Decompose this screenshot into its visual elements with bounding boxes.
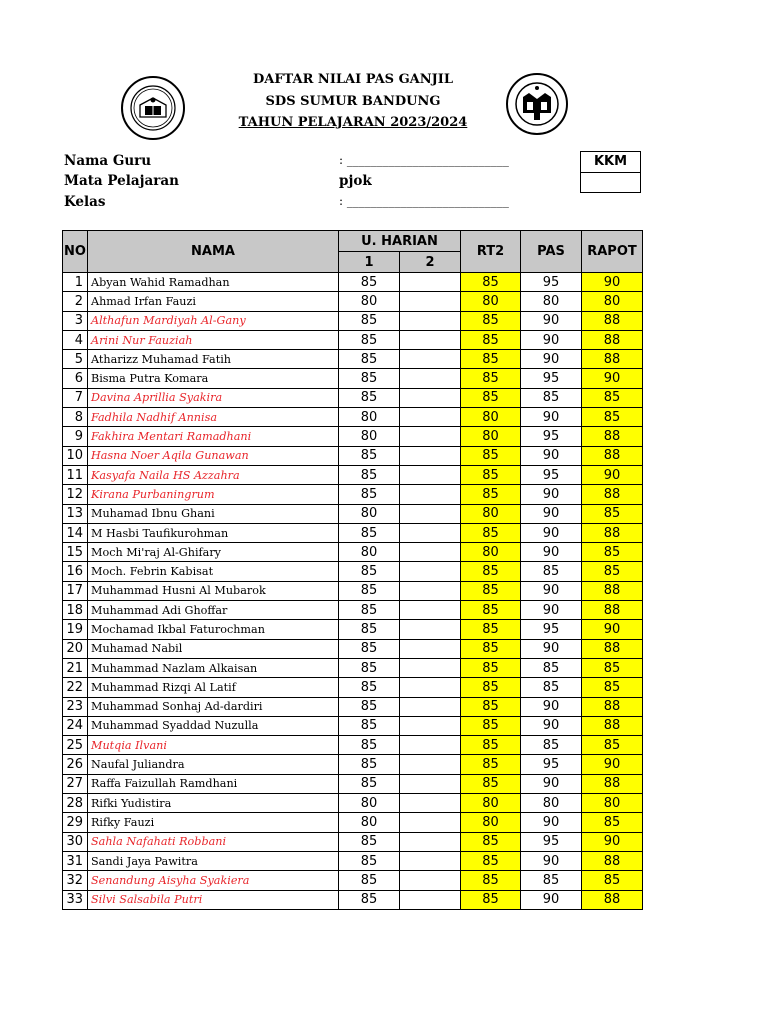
row-number[interactable]: 3	[63, 311, 88, 330]
rt2-cell[interactable]: 80	[461, 427, 521, 446]
pas-cell[interactable]: 85	[521, 678, 582, 697]
harian-2-cell[interactable]	[400, 292, 461, 311]
table-row	[63, 890, 643, 909]
table-row	[63, 504, 643, 523]
student-name[interactable]: Sandi Jaya Pawitra	[88, 851, 339, 870]
row-number[interactable]: 9	[63, 427, 88, 446]
rt2-cell[interactable]: 85	[461, 658, 521, 677]
rapot-cell[interactable]: 88	[582, 350, 643, 369]
table-row	[63, 697, 643, 716]
row-number[interactable]: 8	[63, 408, 88, 427]
rapot-cell[interactable]: 85	[582, 736, 643, 755]
row-number[interactable]: 18	[63, 601, 88, 620]
pas-cell[interactable]: 80	[521, 794, 582, 813]
title-line-2: SDS SUMUR BANDUNG	[265, 94, 441, 109]
rt2-cell[interactable]: 85	[461, 871, 521, 890]
student-name[interactable]: Rifki Yudistira	[88, 794, 339, 813]
rapot-cell[interactable]: 88	[582, 851, 643, 870]
harian-2-cell[interactable]	[400, 890, 461, 909]
table-row	[63, 716, 643, 735]
class-label: Kelas	[64, 194, 106, 210]
rt2-cell[interactable]: 80	[461, 813, 521, 832]
table-row	[63, 562, 643, 581]
harian-2-cell[interactable]	[400, 562, 461, 581]
harian-2-cell[interactable]	[400, 465, 461, 484]
student-name[interactable]: Ahmad Irfan Fauzi	[88, 292, 339, 311]
pas-cell[interactable]: 90	[521, 543, 582, 562]
harian-2-cell[interactable]	[400, 543, 461, 562]
pas-cell[interactable]: 95	[521, 369, 582, 388]
pas-cell[interactable]: 90	[521, 504, 582, 523]
student-name[interactable]: Muhammad Husni Al Mubarok	[88, 581, 339, 600]
rapot-cell[interactable]: 88	[582, 774, 643, 793]
harian-1-cell[interactable]: 85	[339, 523, 400, 542]
row-number[interactable]: 17	[63, 581, 88, 600]
student-name[interactable]: Hasna Noer Aqila Gunawan	[88, 446, 339, 465]
harian-2-cell[interactable]	[400, 446, 461, 465]
student-name[interactable]: Atharizz Muhamad Fatih	[88, 350, 339, 369]
table-row	[63, 601, 643, 620]
harian-2-cell[interactable]	[400, 736, 461, 755]
table-row	[63, 658, 643, 677]
harian-2-cell[interactable]	[400, 794, 461, 813]
rt2-cell[interactable]: 85	[461, 465, 521, 484]
table-row	[63, 755, 643, 774]
grades-table	[62, 230, 643, 910]
row-number[interactable]: 4	[63, 330, 88, 349]
pas-cell[interactable]: 85	[521, 871, 582, 890]
table-row	[63, 485, 643, 504]
harian-1-cell[interactable]: 85	[339, 446, 400, 465]
school-logo	[505, 69, 569, 139]
harian-2-cell[interactable]	[400, 408, 461, 427]
student-name[interactable]: Naufal Juliandra	[88, 755, 339, 774]
table-row	[63, 311, 643, 330]
table-row	[63, 832, 643, 851]
table-row	[63, 678, 643, 697]
harian-1-cell[interactable]: 85	[339, 350, 400, 369]
harian-1-cell[interactable]: 85	[339, 330, 400, 349]
row-number[interactable]: 12	[63, 485, 88, 504]
pas-cell[interactable]: 90	[521, 813, 582, 832]
rt2-cell[interactable]: 85	[461, 562, 521, 581]
harian-2-cell[interactable]	[400, 774, 461, 793]
harian-1-cell[interactable]: 85	[339, 774, 400, 793]
harian-2-cell[interactable]	[400, 871, 461, 890]
rt2-cell[interactable]: 85	[461, 350, 521, 369]
harian-1-cell[interactable]: 85	[339, 716, 400, 735]
rapot-cell[interactable]: 88	[582, 446, 643, 465]
rapot-cell[interactable]: 88	[582, 523, 643, 542]
table-row	[63, 330, 643, 349]
rapot-cell[interactable]: 88	[582, 716, 643, 735]
table-row	[63, 388, 643, 407]
harian-1-cell[interactable]: 85	[339, 311, 400, 330]
pas-cell[interactable]: 90	[521, 523, 582, 542]
col-header-rapot: RAPOT	[582, 231, 643, 273]
student-name[interactable]: Muhamad Ibnu Ghani	[88, 504, 339, 523]
harian-2-cell[interactable]	[400, 485, 461, 504]
rapot-cell[interactable]: 90	[582, 755, 643, 774]
harian-2-cell[interactable]	[400, 620, 461, 639]
teacher-label: Nama Guru	[64, 153, 152, 169]
row-number[interactable]: 7	[63, 388, 88, 407]
table-row	[63, 465, 643, 484]
rt2-cell[interactable]: 85	[461, 774, 521, 793]
pas-cell[interactable]: 90	[521, 485, 582, 504]
student-name[interactable]: Mochamad Ikbal Faturochman	[88, 620, 339, 639]
rt2-cell[interactable]: 85	[461, 851, 521, 870]
pas-cell[interactable]: 90	[521, 774, 582, 793]
rt2-cell[interactable]: 85	[461, 639, 521, 658]
subject-label: Mata Pelajaran	[64, 173, 179, 189]
harian-1-cell[interactable]: 85	[339, 678, 400, 697]
pas-cell[interactable]: 90	[521, 311, 582, 330]
student-name[interactable]: Muhammad Sonhaj Ad-dardiri	[88, 697, 339, 716]
harian-1-cell[interactable]: 85	[339, 273, 400, 292]
col-header-harian-2: 2	[400, 252, 461, 273]
student-name[interactable]: Fakhira Mentari Ramadhani	[88, 427, 339, 446]
rt2-cell[interactable]: 85	[461, 581, 521, 600]
rt2-cell[interactable]: 85	[461, 523, 521, 542]
table-row	[63, 620, 643, 639]
student-name[interactable]: Raffa Faizullah Ramdhani	[88, 774, 339, 793]
harian-1-cell[interactable]: 85	[339, 736, 400, 755]
rt2-cell[interactable]: 85	[461, 736, 521, 755]
student-name[interactable]: Davina Aprillia Syakira	[88, 388, 339, 407]
rapot-cell[interactable]: 90	[582, 369, 643, 388]
harian-2-cell[interactable]	[400, 678, 461, 697]
row-number[interactable]: 24	[63, 716, 88, 735]
rt2-cell[interactable]: 80	[461, 408, 521, 427]
harian-1-cell[interactable]: 85	[339, 465, 400, 484]
harian-1-cell[interactable]: 80	[339, 292, 400, 311]
pas-cell[interactable]: 90	[521, 581, 582, 600]
pas-cell[interactable]: 95	[521, 620, 582, 639]
table-row	[63, 581, 643, 600]
harian-1-cell[interactable]: 85	[339, 871, 400, 890]
rapot-cell[interactable]: 90	[582, 832, 643, 851]
rt2-cell[interactable]: 80	[461, 794, 521, 813]
student-name[interactable]: Fadhila Nadhif Annisa	[88, 408, 339, 427]
student-name[interactable]: Sahla Nafahati Robbani	[88, 832, 339, 851]
pas-cell[interactable]: 90	[521, 697, 582, 716]
harian-1-cell[interactable]: 85	[339, 388, 400, 407]
row-number[interactable]: 28	[63, 794, 88, 813]
table-row	[63, 813, 643, 832]
teacher-field[interactable]: : ___________________________	[339, 153, 509, 167]
harian-1-cell[interactable]: 85	[339, 485, 400, 504]
rapot-cell[interactable]: 88	[582, 330, 643, 349]
student-name[interactable]: Muhamad Nabil	[88, 639, 339, 658]
row-number[interactable]: 32	[63, 871, 88, 890]
pas-cell[interactable]: 85	[521, 562, 582, 581]
row-number[interactable]: 1	[63, 273, 88, 292]
student-name[interactable]: Bisma Putra Komara	[88, 369, 339, 388]
col-header-rt2: RT2	[461, 231, 521, 273]
rapot-cell[interactable]: 88	[582, 311, 643, 330]
school-foundation-logo	[120, 73, 186, 143]
table-row	[63, 292, 643, 311]
row-number[interactable]: 30	[63, 832, 88, 851]
rt2-cell[interactable]: 85	[461, 697, 521, 716]
row-number[interactable]: 15	[63, 543, 88, 562]
table-row	[63, 871, 643, 890]
pas-cell[interactable]: 90	[521, 350, 582, 369]
col-header-nama: NAMA	[88, 231, 339, 273]
student-name[interactable]: Moch. Febrin Kabisat	[88, 562, 339, 581]
row-number[interactable]: 23	[63, 697, 88, 716]
rt2-cell[interactable]: 85	[461, 755, 521, 774]
pas-cell[interactable]: 95	[521, 465, 582, 484]
pas-cell[interactable]: 90	[521, 446, 582, 465]
rt2-cell[interactable]: 85	[461, 369, 521, 388]
harian-1-cell[interactable]: 85	[339, 581, 400, 600]
col-header-pas: PAS	[521, 231, 582, 273]
table-row	[63, 736, 643, 755]
table-row	[63, 774, 643, 793]
student-name[interactable]: Kasyafa Naila HS Azzahra	[88, 465, 339, 484]
pas-cell[interactable]: 90	[521, 716, 582, 735]
pas-cell[interactable]: 95	[521, 832, 582, 851]
harian-2-cell[interactable]	[400, 697, 461, 716]
rapot-cell[interactable]: 85	[582, 871, 643, 890]
subject-value: pjok	[339, 173, 372, 189]
harian-2-cell[interactable]	[400, 716, 461, 735]
rapot-cell[interactable]: 88	[582, 639, 643, 658]
harian-1-cell[interactable]: 85	[339, 890, 400, 909]
rt2-cell[interactable]: 85	[461, 485, 521, 504]
harian-2-cell[interactable]	[400, 639, 461, 658]
harian-2-cell[interactable]	[400, 369, 461, 388]
harian-1-cell[interactable]: 80	[339, 408, 400, 427]
harian-1-cell[interactable]: 85	[339, 851, 400, 870]
row-number[interactable]: 11	[63, 465, 88, 484]
title-line-3: TAHUN PELAJARAN 2023/2024	[238, 115, 468, 130]
harian-2-cell[interactable]	[400, 273, 461, 292]
rapot-cell[interactable]: 90	[582, 273, 643, 292]
class-field[interactable]: : ___________________________	[339, 194, 509, 208]
table-row	[63, 408, 643, 427]
row-number[interactable]: 26	[63, 755, 88, 774]
rt2-cell[interactable]: 85	[461, 601, 521, 620]
title-line-1: DAFTAR NILAI PAS GANJIL	[252, 72, 454, 87]
rapot-cell[interactable]: 88	[582, 485, 643, 504]
rapot-cell[interactable]: 85	[582, 408, 643, 427]
student-name[interactable]: Althafun Mardiyah Al-Gany	[88, 311, 339, 330]
col-header-no: NO	[63, 231, 88, 273]
rapot-cell[interactable]: 88	[582, 697, 643, 716]
student-name[interactable]: Muhammad Adi Ghoffar	[88, 601, 339, 620]
harian-1-cell[interactable]: 85	[339, 620, 400, 639]
harian-2-cell[interactable]	[400, 851, 461, 870]
row-number[interactable]: 22	[63, 678, 88, 697]
student-name[interactable]: Senandung Aisyha Syakiera	[88, 871, 339, 890]
pas-cell[interactable]: 85	[521, 388, 582, 407]
student-name[interactable]: Rifky Fauzi	[88, 813, 339, 832]
rt2-cell[interactable]: 80	[461, 504, 521, 523]
kkm-label: KKM	[580, 151, 641, 173]
pas-cell[interactable]: 90	[521, 601, 582, 620]
harian-1-cell[interactable]: 85	[339, 562, 400, 581]
rt2-cell[interactable]: 85	[461, 388, 521, 407]
student-name[interactable]: M Hasbi Taufikurohman	[88, 523, 339, 542]
student-name[interactable]: Muhammad Rizqi Al Latif	[88, 678, 339, 697]
harian-1-cell[interactable]: 85	[339, 658, 400, 677]
rt2-cell[interactable]: 85	[461, 620, 521, 639]
pas-cell[interactable]: 80	[521, 292, 582, 311]
rapot-cell[interactable]: 85	[582, 543, 643, 562]
pas-cell[interactable]: 90	[521, 408, 582, 427]
row-number[interactable]: 14	[63, 523, 88, 542]
table-row	[63, 851, 643, 870]
row-number[interactable]: 27	[63, 774, 88, 793]
pas-cell[interactable]: 95	[521, 273, 582, 292]
harian-2-cell[interactable]	[400, 658, 461, 677]
harian-2-cell[interactable]	[400, 832, 461, 851]
rapot-cell[interactable]: 85	[582, 678, 643, 697]
student-name[interactable]: Muhammad Nazlam Alkaisan	[88, 658, 339, 677]
harian-1-cell[interactable]: 85	[339, 755, 400, 774]
student-name[interactable]: Moch Mi'raj Al-Ghifary	[88, 543, 339, 562]
harian-2-cell[interactable]	[400, 813, 461, 832]
table-row	[63, 523, 643, 542]
harian-1-cell[interactable]: 85	[339, 369, 400, 388]
pas-cell[interactable]: 85	[521, 658, 582, 677]
student-name[interactable]: Arini Nur Fauziah	[88, 330, 339, 349]
rapot-cell[interactable]: 80	[582, 794, 643, 813]
rapot-cell[interactable]: 90	[582, 465, 643, 484]
row-number[interactable]: 6	[63, 369, 88, 388]
student-name[interactable]: Kirana Purbaningrum	[88, 485, 339, 504]
pas-cell[interactable]: 95	[521, 427, 582, 446]
row-number[interactable]: 2	[63, 292, 88, 311]
col-header-harian-1: 1	[339, 252, 400, 273]
col-header-harian: U. HARIAN	[339, 231, 461, 252]
pas-cell[interactable]: 85	[521, 736, 582, 755]
harian-1-cell[interactable]: 80	[339, 813, 400, 832]
harian-2-cell[interactable]	[400, 601, 461, 620]
row-number[interactable]: 21	[63, 658, 88, 677]
row-number[interactable]: 19	[63, 620, 88, 639]
rapot-cell[interactable]: 88	[582, 581, 643, 600]
pas-cell[interactable]: 90	[521, 890, 582, 909]
rapot-cell[interactable]: 88	[582, 601, 643, 620]
rt2-cell[interactable]: 80	[461, 543, 521, 562]
harian-2-cell[interactable]	[400, 427, 461, 446]
harian-1-cell[interactable]: 85	[339, 697, 400, 716]
row-number[interactable]: 13	[63, 504, 88, 523]
harian-1-cell[interactable]: 80	[339, 794, 400, 813]
rapot-cell[interactable]: 80	[582, 292, 643, 311]
table-row	[63, 350, 643, 369]
rt2-cell[interactable]: 85	[461, 716, 521, 735]
table-row	[63, 369, 643, 388]
rapot-cell[interactable]: 85	[582, 813, 643, 832]
rapot-cell[interactable]: 85	[582, 562, 643, 581]
rapot-cell[interactable]: 85	[582, 658, 643, 677]
harian-1-cell[interactable]: 80	[339, 504, 400, 523]
table-row	[63, 427, 643, 446]
harian-2-cell[interactable]	[400, 330, 461, 349]
row-number[interactable]: 33	[63, 890, 88, 909]
row-number[interactable]: 10	[63, 446, 88, 465]
harian-2-cell[interactable]	[400, 504, 461, 523]
table-row	[63, 543, 643, 562]
rapot-cell[interactable]: 88	[582, 890, 643, 909]
rt2-cell[interactable]: 85	[461, 890, 521, 909]
row-number[interactable]: 16	[63, 562, 88, 581]
harian-2-cell[interactable]	[400, 581, 461, 600]
rt2-cell[interactable]: 85	[461, 832, 521, 851]
kkm-value-cell[interactable]	[580, 172, 641, 193]
rapot-cell[interactable]: 85	[582, 504, 643, 523]
student-name[interactable]: Muhammad Syaddad Nuzulla	[88, 716, 339, 735]
rt2-cell[interactable]: 85	[461, 311, 521, 330]
rt2-cell[interactable]: 85	[461, 446, 521, 465]
row-number[interactable]: 20	[63, 639, 88, 658]
rt2-cell[interactable]: 85	[461, 330, 521, 349]
row-number[interactable]: 25	[63, 736, 88, 755]
pas-cell[interactable]: 90	[521, 330, 582, 349]
row-number[interactable]: 29	[63, 813, 88, 832]
table-row	[63, 446, 643, 465]
rapot-cell[interactable]: 88	[582, 427, 643, 446]
harian-1-cell[interactable]: 85	[339, 639, 400, 658]
harian-1-cell[interactable]: 85	[339, 832, 400, 851]
pas-cell[interactable]: 90	[521, 639, 582, 658]
rt2-cell[interactable]: 80	[461, 292, 521, 311]
harian-1-cell[interactable]: 85	[339, 601, 400, 620]
student-name[interactable]: Mutqia Ilvani	[88, 736, 339, 755]
rapot-cell[interactable]: 90	[582, 620, 643, 639]
pas-cell[interactable]: 90	[521, 851, 582, 870]
harian-2-cell[interactable]	[400, 523, 461, 542]
row-number[interactable]: 31	[63, 851, 88, 870]
rt2-cell[interactable]: 85	[461, 273, 521, 292]
harian-2-cell[interactable]	[400, 311, 461, 330]
pas-cell[interactable]: 95	[521, 755, 582, 774]
student-name[interactable]: Silvi Salsabila Putri	[88, 890, 339, 909]
rapot-cell[interactable]: 85	[582, 388, 643, 407]
harian-2-cell[interactable]	[400, 755, 461, 774]
harian-1-cell[interactable]: 80	[339, 427, 400, 446]
harian-2-cell[interactable]	[400, 388, 461, 407]
table-row	[63, 273, 643, 292]
student-name[interactable]: Abyan Wahid Ramadhan	[88, 273, 339, 292]
row-number[interactable]: 5	[63, 350, 88, 369]
table-row	[63, 639, 643, 658]
table-row	[63, 794, 643, 813]
harian-2-cell[interactable]	[400, 350, 461, 369]
rt2-cell[interactable]: 85	[461, 678, 521, 697]
harian-1-cell[interactable]: 80	[339, 543, 400, 562]
